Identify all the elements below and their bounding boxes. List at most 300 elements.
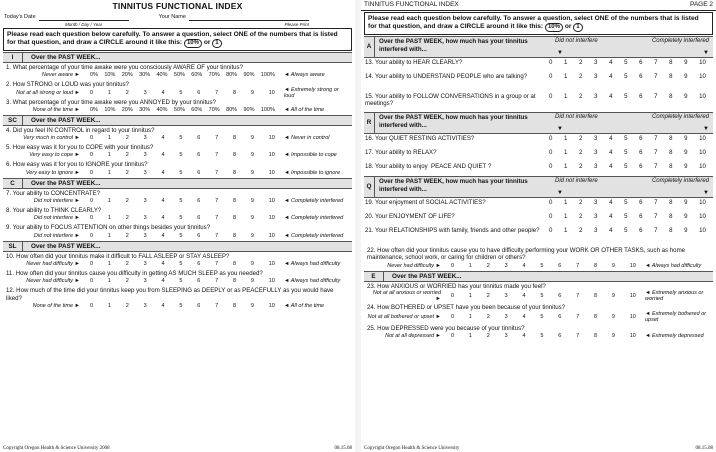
- scale-option[interactable]: 10: [268, 232, 275, 239]
- answer-scale: [361, 311, 716, 324]
- scale-option[interactable]: 4: [609, 163, 613, 170]
- scale-option[interactable]: 0: [549, 59, 553, 66]
- scale-option[interactable]: 3: [143, 135, 147, 142]
- scale-option[interactable]: 5: [624, 149, 628, 156]
- scale-option[interactable]: 5: [179, 302, 183, 309]
- scale-option[interactable]: 0: [451, 262, 455, 269]
- scale-option[interactable]: 3: [143, 260, 147, 267]
- scale-option[interactable]: 3: [594, 73, 598, 80]
- scale-option[interactable]: 0: [90, 152, 94, 159]
- scale-option[interactable]: 4: [609, 213, 613, 220]
- scale-option[interactable]: 8: [233, 152, 237, 159]
- scale-option[interactable]: 0: [549, 93, 553, 100]
- scale-option[interactable]: 10: [629, 262, 636, 269]
- scale-option[interactable]: 6: [639, 135, 643, 142]
- scale-option[interactable]: 7: [654, 227, 658, 234]
- scale-option[interactable]: 3: [504, 314, 508, 321]
- scale-option[interactable]: 7: [576, 262, 580, 269]
- scale-option[interactable]: 10: [268, 260, 275, 267]
- scale-option[interactable]: 6: [197, 215, 201, 222]
- scale-option[interactable]: 2: [125, 135, 129, 142]
- scale-option[interactable]: 1: [107, 135, 111, 142]
- scale-option[interactable]: 0: [90, 215, 94, 222]
- scale-option[interactable]: 7: [654, 199, 658, 206]
- scale-option[interactable]: 6: [639, 73, 643, 80]
- down-arrow-icon: ▼: [557, 50, 563, 56]
- scale-option[interactable]: 8: [669, 149, 673, 156]
- scale-option[interactable]: 10: [699, 135, 706, 142]
- scale-option[interactable]: 2: [579, 135, 583, 142]
- scale-option[interactable]: 5: [624, 135, 628, 142]
- scale-option[interactable]: 30%: [139, 106, 151, 113]
- scale-option[interactable]: 40%: [156, 106, 168, 113]
- scale-option[interactable]: 8: [669, 227, 673, 234]
- question-text: 2. How STRONG or LOUD was your tinnitus?: [6, 81, 129, 89]
- scale-option[interactable]: 1: [564, 163, 568, 170]
- scale-option[interactable]: 4: [161, 302, 165, 309]
- scale-option[interactable]: 2: [125, 302, 129, 309]
- scale-option[interactable]: 8: [669, 135, 673, 142]
- scale-option[interactable]: 3: [594, 93, 598, 100]
- scale-option[interactable]: 7: [215, 215, 219, 222]
- scale-option[interactable]: 3: [594, 149, 598, 156]
- scale-option[interactable]: 7: [215, 89, 219, 96]
- scale-option[interactable]: 5: [179, 260, 183, 267]
- scale-option[interactable]: 4: [161, 135, 165, 142]
- scale-option[interactable]: 7: [654, 213, 658, 220]
- scale-option[interactable]: 0: [549, 227, 553, 234]
- scale-option[interactable]: 2: [486, 292, 490, 299]
- scale-option[interactable]: 2: [125, 152, 129, 159]
- scale-option[interactable]: 3: [504, 262, 508, 269]
- scale-option[interactable]: 2: [579, 227, 583, 234]
- scale-option[interactable]: 6: [197, 169, 201, 176]
- scale-option[interactable]: 8: [594, 262, 598, 269]
- scale-option[interactable]: 5: [179, 169, 183, 176]
- question-text: 10. How often did your tinnitus make it difficult to FALL ASLEEP or STAY ASLEEP?: [6, 252, 230, 260]
- scale-option[interactable]: 5: [179, 278, 183, 285]
- answer-scale: [0, 151, 355, 160]
- scale-option[interactable]: 2: [125, 278, 129, 285]
- scale-option[interactable]: 10: [268, 302, 275, 309]
- scale-option[interactable]: 6: [197, 152, 201, 159]
- scale-option[interactable]: 50%: [173, 72, 185, 79]
- scale-option[interactable]: 10: [268, 152, 275, 159]
- date-field[interactable]: [39, 14, 129, 27]
- scale-option[interactable]: 10%: [104, 106, 116, 113]
- scale-option[interactable]: 10: [699, 163, 706, 170]
- scale-option[interactable]: 0: [451, 314, 455, 321]
- scale-option[interactable]: 2: [486, 314, 490, 321]
- scale-option[interactable]: 5: [624, 59, 628, 66]
- scale-option[interactable]: 1: [564, 199, 568, 206]
- scale-option[interactable]: 1: [564, 73, 568, 80]
- scale-option[interactable]: 4: [522, 314, 526, 321]
- scale-option[interactable]: 9: [250, 152, 254, 159]
- scale-option[interactable]: 7: [576, 333, 580, 340]
- scale-option[interactable]: 0: [549, 199, 553, 206]
- scale-option[interactable]: 2: [125, 89, 129, 96]
- scale-option[interactable]: 7: [215, 152, 219, 159]
- scale-option[interactable]: 0: [549, 149, 553, 156]
- scale-option[interactable]: 9: [684, 135, 688, 142]
- scale-option[interactable]: 6: [639, 149, 643, 156]
- scale-option[interactable]: 9: [250, 135, 254, 142]
- scale-option[interactable]: 5: [179, 198, 183, 205]
- scale-option[interactable]: 9: [250, 169, 254, 176]
- scale-option[interactable]: 50%: [173, 106, 185, 113]
- scale-option[interactable]: 2: [579, 73, 583, 80]
- scale-option[interactable]: 4: [522, 333, 526, 340]
- scale-option[interactable]: 1: [564, 149, 568, 156]
- scale-option[interactable]: 4: [609, 73, 613, 80]
- scale-option[interactable]: 2: [579, 199, 583, 206]
- scale-option[interactable]: 2: [125, 169, 129, 176]
- scale-option[interactable]: 8: [233, 260, 237, 267]
- scale-option[interactable]: 0: [90, 89, 94, 96]
- scale-option[interactable]: 0%: [90, 106, 98, 113]
- scale-option[interactable]: 8: [669, 163, 673, 170]
- scale-option[interactable]: 10%: [104, 72, 116, 79]
- scale-option[interactable]: 0: [549, 73, 553, 80]
- scale-option[interactable]: 6: [197, 278, 201, 285]
- scale-option[interactable]: 4: [161, 278, 165, 285]
- scale-option[interactable]: 5: [624, 199, 628, 206]
- scale-option[interactable]: 3: [143, 232, 147, 239]
- scale-option[interactable]: 5: [179, 215, 183, 222]
- scale-options: [84, 135, 281, 141]
- scale-option[interactable]: 3: [504, 333, 508, 340]
- scale-option[interactable]: 4: [161, 169, 165, 176]
- scale-option[interactable]: 10: [629, 333, 636, 340]
- scale-option[interactable]: 10: [699, 73, 706, 80]
- scale-option[interactable]: 4: [161, 89, 165, 96]
- section-code: A: [364, 37, 375, 57]
- scale-option[interactable]: 5: [540, 333, 544, 340]
- scale-option[interactable]: 6: [197, 135, 201, 142]
- scale-option[interactable]: 4: [609, 149, 613, 156]
- scale-option[interactable]: 3: [143, 198, 147, 205]
- scale-option[interactable]: 0: [549, 213, 553, 220]
- scale-option[interactable]: 10: [629, 314, 636, 321]
- scale-option[interactable]: 0: [451, 333, 455, 340]
- scale-option[interactable]: 30%: [139, 72, 151, 79]
- scale-option[interactable]: 10: [268, 278, 275, 285]
- scale-option[interactable]: 6: [639, 59, 643, 66]
- scale-option[interactable]: 9: [250, 260, 254, 267]
- scale-option[interactable]: 3: [143, 152, 147, 159]
- scale-option[interactable]: 9: [684, 93, 688, 100]
- scale-option[interactable]: 0: [549, 135, 553, 142]
- scale-option[interactable]: 9: [684, 213, 688, 220]
- scale-option[interactable]: 4: [609, 135, 613, 142]
- scale-option[interactable]: 0: [549, 163, 553, 170]
- scale-option[interactable]: 1: [468, 333, 472, 340]
- scale-option[interactable]: 6: [639, 93, 643, 100]
- scale-option[interactable]: 6: [639, 199, 643, 206]
- question-text: 5. How easy was it for you to COPE with your tinnitus?: [6, 144, 154, 152]
- scale-option[interactable]: 7: [215, 198, 219, 205]
- scale-option[interactable]: 0: [90, 278, 94, 285]
- scale-option[interactable]: 6: [558, 262, 562, 269]
- scale-option[interactable]: 8: [233, 169, 237, 176]
- scale-option[interactable]: 3: [504, 292, 508, 299]
- scale-option[interactable]: 10: [268, 198, 275, 205]
- scale-option[interactable]: 9: [684, 199, 688, 206]
- scale-option[interactable]: 1: [107, 260, 111, 267]
- scale-option[interactable]: 8: [594, 314, 598, 321]
- scale-option[interactable]: 4: [609, 199, 613, 206]
- scale-option[interactable]: 90%: [243, 72, 255, 79]
- scale-option[interactable]: 60%: [191, 106, 203, 113]
- scale-option[interactable]: 6: [197, 260, 201, 267]
- scale-option[interactable]: 8: [594, 292, 598, 299]
- scale-option[interactable]: 5: [624, 73, 628, 80]
- scale-option[interactable]: 2: [125, 260, 129, 267]
- scale-option[interactable]: 1: [107, 152, 111, 159]
- scale-option[interactable]: 5: [179, 152, 183, 159]
- scale-option[interactable]: 7: [654, 93, 658, 100]
- scale-option[interactable]: 10: [699, 213, 706, 220]
- scale-option[interactable]: 5: [540, 292, 544, 299]
- scale-option[interactable]: 90%: [243, 106, 255, 113]
- scale-option[interactable]: 5: [624, 213, 628, 220]
- scale-option[interactable]: 10: [268, 135, 275, 142]
- scale-option[interactable]: 6: [639, 213, 643, 220]
- scale-option[interactable]: 3: [594, 227, 598, 234]
- scale-option[interactable]: 1: [107, 198, 111, 205]
- scale-option[interactable]: 70%: [208, 106, 220, 113]
- section-code: R: [364, 113, 375, 133]
- scale-option[interactable]: 3: [143, 215, 147, 222]
- scale-option[interactable]: 10: [268, 89, 275, 96]
- scale-option[interactable]: 1: [564, 135, 568, 142]
- scale-option[interactable]: 4: [522, 262, 526, 269]
- scale-option[interactable]: 4: [161, 260, 165, 267]
- scale-option[interactable]: 9: [250, 278, 254, 285]
- scale-option[interactable]: 4: [609, 59, 613, 66]
- scale-option[interactable]: 10: [268, 169, 275, 176]
- scale-option[interactable]: 2: [125, 215, 129, 222]
- scale-option[interactable]: 9: [250, 215, 254, 222]
- scale-option[interactable]: 5: [624, 227, 628, 234]
- section-title: Over the PAST WEEK...: [31, 242, 101, 250]
- scale-option[interactable]: 8: [233, 198, 237, 205]
- scale-option[interactable]: 6: [197, 89, 201, 96]
- scale-option[interactable]: 2: [579, 163, 583, 170]
- scale-option[interactable]: 3: [143, 278, 147, 285]
- scale-option[interactable]: 60%: [191, 72, 203, 79]
- scale-option[interactable]: 0: [90, 302, 94, 309]
- scale-option[interactable]: 9: [684, 59, 688, 66]
- scale-option[interactable]: 10: [699, 93, 706, 100]
- answer-scale: [0, 277, 355, 286]
- answer-scale: [361, 290, 716, 303]
- scale-option[interactable]: 8: [233, 278, 237, 285]
- scale-option[interactable]: 6: [639, 227, 643, 234]
- scale-option[interactable]: 2: [579, 213, 583, 220]
- scale-option[interactable]: 8: [669, 213, 673, 220]
- scale-option[interactable]: 3: [594, 163, 598, 170]
- scale-option[interactable]: 6: [558, 314, 562, 321]
- scale-option[interactable]: 10: [699, 149, 706, 156]
- scale-option[interactable]: 40%: [156, 72, 168, 79]
- scale-option[interactable]: 5: [179, 89, 183, 96]
- scale-option[interactable]: 0: [451, 292, 455, 299]
- scale-option[interactable]: 1: [107, 232, 111, 239]
- scale-option[interactable]: 4: [609, 227, 613, 234]
- scale-option[interactable]: 5: [540, 262, 544, 269]
- scale-option[interactable]: 9: [611, 292, 615, 299]
- scale-option[interactable]: 1: [107, 89, 111, 96]
- scale-option[interactable]: 0%: [90, 72, 98, 79]
- scale-option[interactable]: 1: [107, 215, 111, 222]
- scale-option[interactable]: 5: [624, 93, 628, 100]
- scale-option[interactable]: 10: [629, 292, 636, 299]
- scale-option[interactable]: 8: [233, 135, 237, 142]
- scale-option[interactable]: 3: [594, 199, 598, 206]
- scale-option[interactable]: 7: [215, 278, 219, 285]
- scale-option[interactable]: 7: [654, 59, 658, 66]
- scale-option[interactable]: 3: [594, 213, 598, 220]
- scale-option[interactable]: 1: [468, 314, 472, 321]
- scale-option[interactable]: 9: [250, 232, 254, 239]
- section-title: Over the PAST WEEK...: [31, 54, 101, 61]
- scale-option[interactable]: 80%: [226, 72, 238, 79]
- scale-option[interactable]: 2: [486, 262, 490, 269]
- scale-option[interactable]: 0: [90, 232, 94, 239]
- scale-option[interactable]: 6: [197, 198, 201, 205]
- scale-option[interactable]: 2: [579, 59, 583, 66]
- question-text: 4. Did you feel IN CONTROL in regard to your tinnitus?: [6, 126, 155, 134]
- scale-option[interactable]: 7: [215, 135, 219, 142]
- scale-option[interactable]: 5: [540, 314, 544, 321]
- scale-option[interactable]: 8: [233, 89, 237, 96]
- scale-option[interactable]: 2: [579, 149, 583, 156]
- scale-option[interactable]: 6: [197, 232, 201, 239]
- question-text: 18. Your ability to enjoy PEACE AND QUIET ?: [365, 163, 492, 170]
- scale-option[interactable]: 10: [268, 215, 275, 222]
- scale-option[interactable]: 6: [558, 292, 562, 299]
- scale-option[interactable]: 1: [107, 302, 111, 309]
- scale-option[interactable]: 9: [250, 89, 254, 96]
- scale-option[interactable]: 7: [215, 260, 219, 267]
- scale-option[interactable]: 4: [522, 292, 526, 299]
- scale-option[interactable]: 8: [233, 232, 237, 239]
- scale-option[interactable]: 5: [624, 163, 628, 170]
- scale-option[interactable]: 2: [125, 198, 129, 205]
- scale-option[interactable]: 4: [161, 152, 165, 159]
- scale-option[interactable]: 5: [179, 135, 183, 142]
- scale-option[interactable]: 5: [179, 232, 183, 239]
- scale-option[interactable]: 7: [654, 149, 658, 156]
- scale-option[interactable]: 10: [699, 227, 706, 234]
- question-row: [361, 72, 716, 92]
- scale-option[interactable]: 8: [669, 199, 673, 206]
- scale-option[interactable]: 1: [564, 93, 568, 100]
- scale-option[interactable]: 8: [594, 333, 598, 340]
- scale-option[interactable]: 0: [90, 260, 94, 267]
- scale-option[interactable]: 2: [579, 93, 583, 100]
- scale-option[interactable]: 10: [699, 59, 706, 66]
- name-field[interactable]: [189, 14, 309, 27]
- scale-option[interactable]: 9: [684, 227, 688, 234]
- scale-option[interactable]: 0: [90, 198, 94, 205]
- scale-option[interactable]: 4: [609, 93, 613, 100]
- scale-option[interactable]: 8: [669, 93, 673, 100]
- scale-option[interactable]: 7: [576, 314, 580, 321]
- section-title: Over the PAST WEEK, how much has your tinnitus interfered with...: [379, 178, 528, 193]
- scale-option[interactable]: 10: [699, 199, 706, 206]
- scale-option[interactable]: 4: [161, 215, 165, 222]
- scale-option[interactable]: 9: [684, 163, 688, 170]
- scale-option[interactable]: 7: [215, 232, 219, 239]
- scale-option[interactable]: 7: [654, 135, 658, 142]
- scale-option[interactable]: 8: [233, 215, 237, 222]
- scale-option[interactable]: 1: [107, 169, 111, 176]
- scale-option[interactable]: 6: [639, 163, 643, 170]
- scale-option[interactable]: 3: [594, 135, 598, 142]
- scale-low-anchor: Did not interfere ►: [33, 232, 80, 239]
- scale-option[interactable]: 9: [250, 198, 254, 205]
- scale-option[interactable]: 8: [669, 59, 673, 66]
- scale-option[interactable]: 6: [558, 333, 562, 340]
- scale-option[interactable]: 1: [564, 227, 568, 234]
- scale-option[interactable]: 100%: [260, 72, 275, 79]
- scale-option[interactable]: 8: [233, 302, 237, 309]
- scale-option[interactable]: 0: [90, 135, 94, 142]
- scale-option[interactable]: 1: [468, 262, 472, 269]
- scale-option[interactable]: 9: [250, 302, 254, 309]
- scale-option[interactable]: 80%: [226, 106, 238, 113]
- scale-option[interactable]: 3: [143, 89, 147, 96]
- scale-option[interactable]: 1: [564, 59, 568, 66]
- scale-option[interactable]: 7: [576, 292, 580, 299]
- scale-option[interactable]: 7: [654, 163, 658, 170]
- scale-option[interactable]: 2: [125, 232, 129, 239]
- scale-option[interactable]: 9: [684, 73, 688, 80]
- scale-option[interactable]: 7: [215, 302, 219, 309]
- scale-option[interactable]: 7: [215, 169, 219, 176]
- scale-option[interactable]: 9: [611, 314, 615, 321]
- scale-high-anchor: ◄ Extremely depressed: [645, 333, 704, 340]
- scale-option[interactable]: 3: [594, 59, 598, 66]
- scale-high-anchor: ◄ Completely interfered: [284, 198, 344, 205]
- scale-option[interactable]: 20%: [121, 106, 133, 113]
- scale-option[interactable]: 4: [161, 198, 165, 205]
- answer-scale: [0, 260, 355, 269]
- scale-option[interactable]: 6: [197, 302, 201, 309]
- scale-high-anchor: ◄ Never in control: [284, 135, 330, 142]
- scale-option[interactable]: 3: [143, 302, 147, 309]
- scale-option[interactable]: 9: [611, 333, 615, 340]
- scale-option[interactable]: 70%: [208, 72, 220, 79]
- scale-option[interactable]: 20%: [121, 72, 133, 79]
- scale-option[interactable]: 7: [654, 73, 658, 80]
- scale-option[interactable]: 3: [143, 169, 147, 176]
- scale-option[interactable]: 4: [161, 232, 165, 239]
- scale-option[interactable]: 9: [684, 149, 688, 156]
- scale-option[interactable]: 1: [468, 292, 472, 299]
- scale-option[interactable]: 100%: [260, 106, 275, 113]
- scale-option[interactable]: 9: [611, 262, 615, 269]
- scale-option[interactable]: 1: [564, 213, 568, 220]
- question-row: [361, 198, 716, 212]
- scale-option[interactable]: 1: [107, 278, 111, 285]
- scale-option[interactable]: 8: [669, 73, 673, 80]
- scale-option[interactable]: 0: [90, 169, 94, 176]
- scale-option[interactable]: 2: [486, 333, 490, 340]
